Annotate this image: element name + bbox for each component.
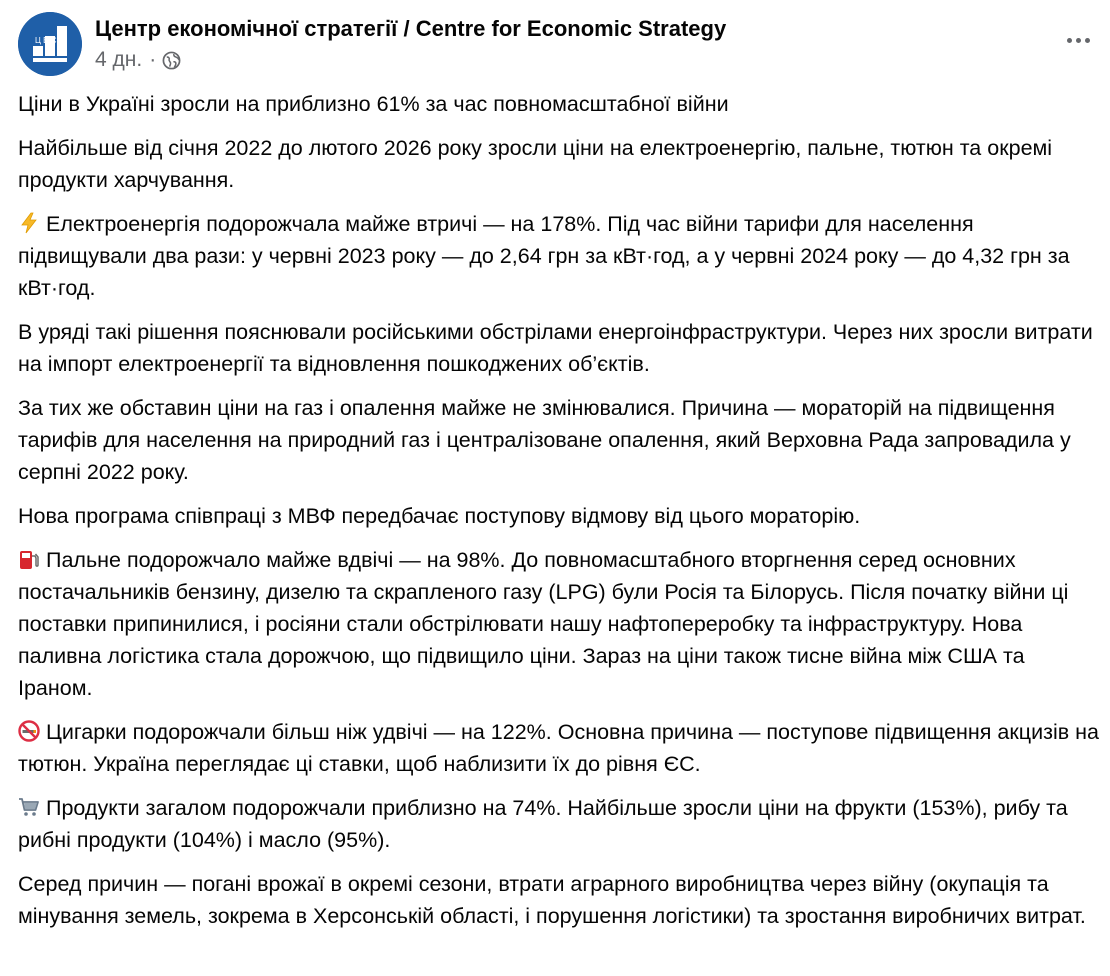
no-smoking-icon <box>18 719 40 741</box>
post-paragraph: Серед причин — погані врожаї в окремі сезони, втрати аграрного виробництва через війну (окупація та мінування земель, зокрема в Херсонській області, і порушення логістики) та зростання виробничих витрат. <box>18 872 1086 928</box>
post-paragraph-text: Пальне подорожчало майже вдвічі — на 98%. До повномасштабного вторгнення серед основних постачальників бензину, дизелю та скрапленого газу (LPG) були Росія та Білорусь. Після початку війни ці поставки припинилися, і росіяни стали обстрілювати нашу нафтопереробку та інфраструктуру. Нова паливна логістика стала дорожчою, що підвищило ціни. Зараз на ціни також тисне війна між США та Іраном. <box>18 548 1069 700</box>
meta-separator: · <box>149 48 157 71</box>
more-dot <box>1076 38 1081 43</box>
more-options-icon[interactable] <box>1058 26 1098 54</box>
post-paragraph-text: Продукти загалом подорожчали приблизно на 74%. Найбільше зросли ціни на фрукти (153%), рибу та рибні продукти (104%) і масло (95%). <box>18 796 1068 852</box>
post-paragraph-cigarettes <box>18 716 1102 780</box>
post-paragraph-electricity <box>18 208 1102 304</box>
post-header <box>18 12 1098 76</box>
post-paragraph: Нова програма співпраці з МВФ передбачає поступову відмову від цього мораторію. <box>18 504 861 528</box>
more-dot <box>1085 38 1090 43</box>
ces-logo-icon <box>18 12 82 76</box>
fuel-pump-icon <box>18 547 40 569</box>
post-paragraph: За тих же обставин ціни на газ і опалення майже не змінювалися. Причина — мораторій на підвищення тарифів для населення на природний газ і централізоване опалення, який Верховна Рада запровадила у серпні 2022 року. <box>18 396 1071 484</box>
page-name[interactable]: Центр економічної стратегії / Centre for Economic Strategy <box>95 16 727 41</box>
post-paragraph-text: Цигарки подорожчали більш ніж удвічі — на 122%. Основна причина — поступове підвищення акцизів на тютюн. Україна переглядає ці ставки, щоб наблизити їх до рівня ЄС. <box>18 720 1099 776</box>
globe-icon[interactable] <box>162 51 181 70</box>
post-timestamp[interactable]: 4 дн. <box>95 48 143 71</box>
svg-text:Ц Е С: Ц Е С <box>35 36 57 45</box>
lightning-icon <box>18 211 40 233</box>
post-paragraph-text: Електроенергія подорожчала майже втричі — на 178%. Під час війни тарифи для населення підвищували два рази: у червні 2023 року — до 2,64 грн за кВт·год, а у червні 2024 року — до 4,32 грн за кВт·год. <box>18 212 1070 300</box>
post-paragraph: Найбільше від січня 2022 до лютого 2026 року зросли ціни на електроенергію, пальне, тютюн та окремі продукти харчування. <box>18 136 1053 192</box>
post-paragraph-food <box>18 792 1102 856</box>
post-meta <box>95 47 181 73</box>
post-paragraph-headline: Ціни в Україні зросли на приблизно 61% за час повномасштабної війни <box>18 92 729 116</box>
more-dot <box>1067 38 1072 43</box>
post-paragraph-fuel <box>18 544 1102 704</box>
post-body <box>18 88 1102 944</box>
shopping-cart-icon <box>18 795 40 817</box>
post-paragraph: В уряді такі рішення пояснювали російськими обстрілами енергоінфраструктури. Через них зросли витрати на імпорт електроенергії та відновлення пошкоджених об’єктів. <box>18 320 1093 376</box>
page-avatar[interactable] <box>18 12 82 76</box>
